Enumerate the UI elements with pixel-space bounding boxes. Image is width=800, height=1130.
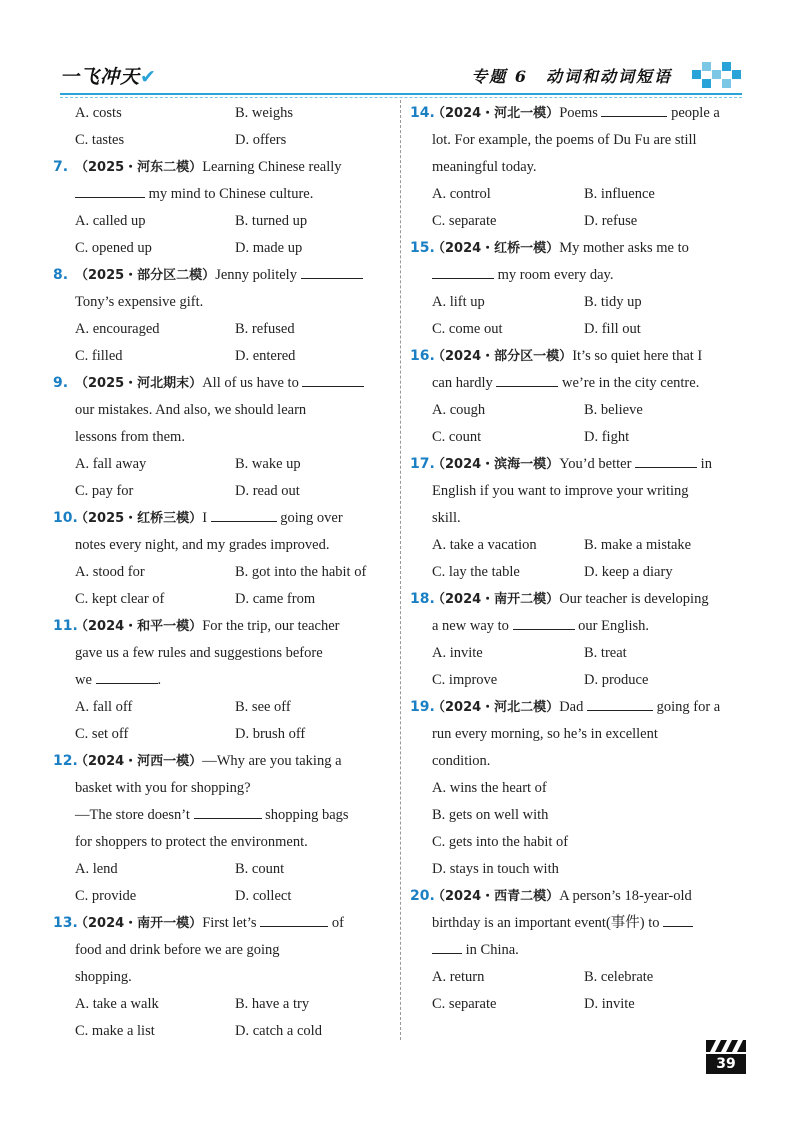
question-source: （2025・部分区二模）	[75, 268, 216, 283]
question-text: Dad	[559, 699, 587, 715]
answer-blank	[432, 264, 494, 279]
answer-blank	[496, 372, 558, 387]
option-text: C. separate	[432, 213, 497, 229]
question-text: Learning Chinese really	[202, 159, 342, 175]
question-text: can hardly	[432, 375, 497, 391]
question-text: A person’s 18-year-old	[559, 888, 692, 904]
text-line	[432, 559, 742, 586]
text-line	[75, 883, 393, 910]
question-text: shopping.	[75, 969, 132, 985]
option-text: B. weighs	[235, 105, 293, 121]
option-text: A. take a walk	[75, 996, 159, 1012]
text-line	[410, 235, 742, 262]
text-line	[432, 181, 742, 208]
answer-blank	[96, 669, 158, 684]
answer-blank	[587, 696, 653, 711]
question-source: （2024・河北一模）	[432, 106, 560, 121]
text-line	[432, 775, 742, 802]
option-text: D. produce	[584, 672, 649, 688]
answer-blank	[601, 102, 667, 117]
text-line	[75, 694, 393, 721]
question-number: 18.	[410, 591, 435, 607]
text-line	[75, 235, 393, 262]
text-line	[75, 289, 393, 316]
question-text: our English.	[574, 618, 650, 634]
option-text: B. see off	[235, 699, 291, 715]
question-text: You’d better	[559, 456, 636, 472]
answer-blank	[302, 372, 364, 387]
question-text: Our teacher is developing	[559, 591, 709, 607]
question-text: we’re in the city centre.	[558, 375, 700, 391]
option-text: D. invite	[584, 996, 635, 1012]
right-column	[410, 100, 742, 1018]
option-text: C. pay for	[75, 483, 134, 499]
question-text: condition.	[432, 753, 491, 769]
question-number: 17.	[410, 456, 435, 472]
question-number: 8.	[53, 267, 69, 283]
option-text: D. entered	[235, 348, 296, 364]
option-text: B. turned up	[235, 213, 308, 229]
option-text: B. believe	[584, 402, 643, 418]
option-text: A. fall off	[75, 699, 133, 715]
question-source: （2025・红桥三模）	[75, 511, 203, 526]
text-line	[75, 775, 393, 802]
question-text: All of us have to	[202, 375, 303, 391]
text-line	[75, 721, 393, 748]
question-source: （2024・和平一模）	[75, 619, 203, 634]
option-text: B. celebrate	[584, 969, 654, 985]
text-line	[410, 586, 742, 613]
option-text: D. brush off	[235, 726, 306, 742]
question-number: 12.	[53, 753, 78, 769]
option-text: D. keep a diary	[584, 564, 673, 580]
question-text: It’s so quiet here that I	[572, 348, 703, 364]
option-text: C. improve	[432, 672, 498, 688]
option-text: D. made up	[235, 240, 303, 256]
question-source: （2024・西青二模）	[432, 889, 560, 904]
option-text: D. collect	[235, 888, 292, 904]
question-text: First let’s	[202, 915, 261, 931]
question-text: our mistakes. And also, we should learn	[75, 402, 307, 418]
text-line	[75, 802, 393, 829]
page-number: 39	[706, 1054, 746, 1074]
header-rule	[60, 93, 742, 95]
left-column	[53, 100, 393, 1045]
text-line	[432, 154, 742, 181]
text-line	[432, 937, 742, 964]
option-text: B. wake up	[235, 456, 301, 472]
text-line	[432, 640, 742, 667]
text-line	[75, 316, 393, 343]
question-source: （2024・部分区一模）	[432, 349, 573, 364]
text-line	[432, 370, 742, 397]
text-line	[75, 181, 393, 208]
text-line	[432, 505, 742, 532]
text-line	[53, 505, 393, 532]
question-source: （2024・河西一模）	[75, 754, 203, 769]
option-text: C. lay the table	[432, 564, 520, 580]
text-line	[432, 910, 742, 937]
question-text: lot. For example, the poems of Du Fu are still	[432, 132, 697, 148]
text-line	[75, 532, 393, 559]
question-text: Tony’s expensive gift.	[75, 294, 204, 310]
text-line	[432, 289, 742, 316]
text-line	[75, 397, 393, 424]
option-text: C. opened up	[75, 240, 152, 256]
option-text: B. refused	[235, 321, 295, 337]
text-line	[75, 451, 393, 478]
answer-blank	[301, 264, 363, 279]
option-text: B. tidy up	[584, 294, 642, 310]
question-text: birthday is an important event(事件) to	[432, 915, 664, 931]
text-line	[75, 127, 393, 154]
column-divider	[400, 100, 401, 1040]
question-text: going over	[276, 510, 343, 526]
question-source: （2024・河北二模）	[432, 700, 560, 715]
text-line	[432, 397, 742, 424]
text-line	[410, 100, 742, 127]
question-text: My mother asks me to	[559, 240, 689, 256]
text-line	[410, 451, 742, 478]
text-line	[75, 424, 393, 451]
question-text: going for a	[652, 699, 721, 715]
answer-blank	[194, 804, 262, 819]
text-line	[75, 937, 393, 964]
text-line	[432, 856, 742, 883]
text-line	[75, 640, 393, 667]
question-text: skill.	[432, 510, 461, 526]
option-text: C. separate	[432, 996, 497, 1012]
text-line	[432, 316, 742, 343]
question-number: 19.	[410, 699, 435, 715]
answer-blank	[75, 183, 145, 198]
question-text: a new way to	[432, 618, 513, 634]
text-line	[53, 154, 393, 181]
text-line	[432, 208, 742, 235]
text-line	[432, 721, 742, 748]
text-line	[75, 343, 393, 370]
text-line	[75, 208, 393, 235]
option-text: C. filled	[75, 348, 123, 364]
question-text: Jenny politely	[215, 267, 301, 283]
option-text: D. offers	[235, 132, 287, 148]
text-line	[53, 748, 393, 775]
question-text: food and drink before we are going	[75, 942, 280, 958]
text-line	[432, 424, 742, 451]
brand-logo: 一飞冲天✔	[60, 66, 157, 88]
option-text: A. lend	[75, 861, 118, 877]
option-text: C. tastes	[75, 132, 125, 148]
question-number: 14.	[410, 105, 435, 121]
text-line	[53, 613, 393, 640]
answer-blank	[260, 912, 328, 927]
text-line	[53, 370, 393, 397]
question-text: my room every day.	[494, 267, 614, 283]
option-text: B. count	[235, 861, 285, 877]
option-text: C. set off	[75, 726, 129, 742]
option-text: C. gets into the habit of	[432, 834, 569, 850]
answer-blank	[432, 939, 462, 954]
page-number-box	[706, 1040, 746, 1076]
question-text: people a	[667, 105, 720, 121]
option-text: D. refuse	[584, 213, 638, 229]
answer-blank	[635, 453, 697, 468]
text-line	[432, 532, 742, 559]
answer-blank	[513, 615, 575, 630]
option-text: B. make a mistake	[584, 537, 692, 553]
text-line	[53, 262, 393, 289]
option-text: B. gets on well with	[432, 807, 549, 823]
question-text: run every morning, so he’s in excellent	[432, 726, 658, 742]
question-source: （2024・滨海一模）	[432, 457, 560, 472]
text-line	[53, 910, 393, 937]
answer-blank	[211, 507, 277, 522]
option-text: D. came from	[235, 591, 316, 607]
question-text: of	[328, 915, 344, 931]
option-text: C. kept clear of	[75, 591, 165, 607]
option-text: A. stood for	[75, 564, 145, 580]
option-text: B. influence	[584, 186, 655, 202]
text-line	[75, 829, 393, 856]
question-text: Poems	[559, 105, 602, 121]
question-number: 9.	[53, 375, 69, 391]
question-text: For the trip, our teacher	[202, 618, 340, 634]
text-line	[75, 991, 393, 1018]
question-number: 16.	[410, 348, 435, 364]
text-line	[410, 694, 742, 721]
text-line	[432, 262, 742, 289]
option-text: D. fight	[584, 429, 630, 445]
question-text: —The store doesn’t	[75, 807, 194, 823]
option-text: A. take a vacation	[432, 537, 537, 553]
question-text: we	[75, 672, 96, 688]
option-text: A. cough	[432, 402, 486, 418]
option-text: A. return	[432, 969, 485, 985]
question-source: （2024・南开二模）	[432, 592, 560, 607]
option-text: A. fall away	[75, 456, 147, 472]
question-text: .	[157, 672, 162, 688]
text-line	[432, 991, 742, 1018]
question-source: （2024・南开一模）	[75, 916, 203, 931]
checker-decoration-icon	[692, 62, 742, 88]
question-text: I	[202, 510, 211, 526]
question-text: my mind to Chinese culture.	[145, 186, 314, 202]
question-source: （2024・红桥一模）	[432, 241, 560, 256]
option-text: C. provide	[75, 888, 137, 904]
question-number: 20.	[410, 888, 435, 904]
topic-title: 专题 6 动词和动词短语	[471, 67, 672, 86]
option-text: D. fill out	[584, 321, 641, 337]
question-text: in China.	[462, 942, 519, 958]
option-text: A. invite	[432, 645, 483, 661]
question-text: English if you want to improve your writing	[432, 483, 689, 499]
text-line	[432, 667, 742, 694]
question-number: 10.	[53, 510, 78, 526]
option-text: A. lift up	[432, 294, 485, 310]
option-text: A. wins the heart of	[432, 780, 547, 796]
question-number: 15.	[410, 240, 435, 256]
question-text: shopping bags	[261, 807, 349, 823]
option-text: D. stays in touch with	[432, 861, 559, 877]
text-line	[75, 586, 393, 613]
option-text: B. have a try	[235, 996, 310, 1012]
question-text: for shoppers to protect the environment.	[75, 834, 308, 850]
text-line	[75, 856, 393, 883]
text-line	[432, 748, 742, 775]
text-line	[75, 100, 393, 127]
option-text: A. costs	[75, 105, 122, 121]
question-text: in	[697, 456, 712, 472]
text-line	[432, 829, 742, 856]
question-text: —Why are you taking a	[202, 753, 342, 769]
option-text: D. read out	[235, 483, 300, 499]
question-text: meaningful today.	[432, 159, 537, 175]
question-number: 13.	[53, 915, 78, 931]
option-text: B. treat	[584, 645, 627, 661]
text-line	[432, 613, 742, 640]
option-text: C. make a list	[75, 1023, 155, 1039]
text-line	[410, 343, 742, 370]
question-number: 7.	[53, 159, 69, 175]
text-line	[410, 883, 742, 910]
text-line	[75, 964, 393, 991]
question-text: notes every night, and my grades improved.	[75, 537, 330, 553]
text-line	[75, 478, 393, 505]
answer-blank	[663, 912, 693, 927]
text-line	[75, 667, 393, 694]
text-line	[432, 802, 742, 829]
header-dashed-rule	[60, 97, 742, 98]
text-line	[75, 1018, 393, 1045]
question-text: lessons from them.	[75, 429, 185, 445]
question-text: basket with you for shopping?	[75, 780, 251, 796]
option-text: C. count	[432, 429, 482, 445]
option-text: D. catch a cold	[235, 1023, 322, 1039]
text-line	[432, 964, 742, 991]
option-text: B. got into the habit of	[235, 564, 367, 580]
option-text: A. control	[432, 186, 491, 202]
page-header	[60, 62, 742, 92]
question-number: 11.	[53, 618, 78, 634]
text-line	[432, 478, 742, 505]
question-text: gave us a few rules and suggestions before	[75, 645, 323, 661]
text-line	[432, 127, 742, 154]
text-line	[75, 559, 393, 586]
option-text: C. come out	[432, 321, 503, 337]
question-source: （2025・河东二模）	[75, 160, 203, 175]
option-text: A. encouraged	[75, 321, 160, 337]
clapper-stripe-icon	[706, 1040, 746, 1052]
question-source: （2025・河北期末）	[75, 376, 203, 391]
option-text: A. called up	[75, 213, 146, 229]
